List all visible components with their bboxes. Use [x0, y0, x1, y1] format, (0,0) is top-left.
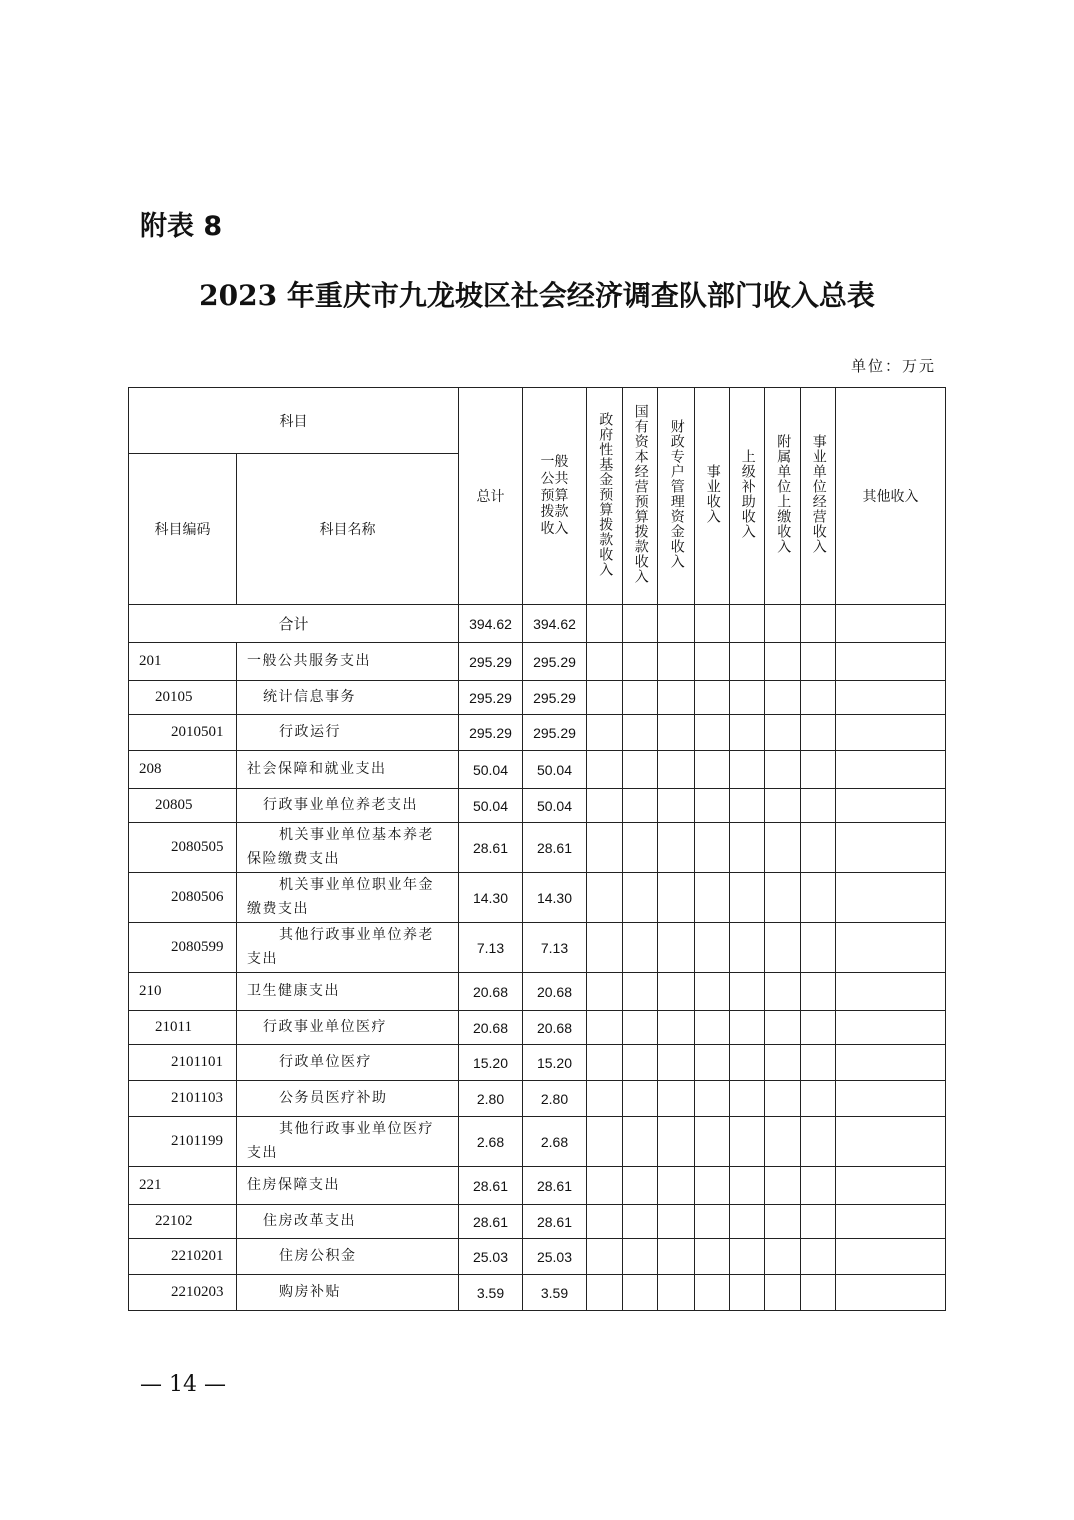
page-number: — 14 — — [140, 1372, 226, 1397]
row-general-budget: 295.29 — [523, 643, 587, 681]
empty-cell — [765, 715, 801, 751]
row-total: 14.30 — [459, 873, 523, 923]
empty-cell — [695, 1011, 730, 1045]
header-superior-subsidy-text: 上级补助收入 — [739, 449, 756, 539]
empty-cell — [695, 1117, 730, 1167]
row-total: 28.61 — [459, 1167, 523, 1205]
subject-name: 统计信息事务 — [237, 681, 459, 715]
subject-code: 2010501 — [129, 715, 237, 751]
empty-cell — [695, 873, 730, 923]
header-general-budget — [523, 388, 587, 605]
header-affiliated — [765, 388, 801, 605]
row-total: 295.29 — [459, 715, 523, 751]
empty-cell — [801, 643, 836, 681]
empty-cell — [801, 823, 836, 873]
row-total: 20.68 — [459, 1011, 523, 1045]
row-general-budget: 50.04 — [523, 751, 587, 789]
empty-cell — [801, 715, 836, 751]
empty-cell — [623, 1117, 658, 1167]
empty-cell — [658, 1205, 695, 1239]
empty-cell — [730, 1011, 765, 1045]
total-label: 合计 — [129, 605, 459, 643]
row-total: 28.61 — [459, 1205, 523, 1239]
row-general-budget: 295.29 — [523, 715, 587, 751]
header-state-capital-text: 国有资本经营预算拨款收入 — [632, 404, 649, 584]
subject-name: 购房补贴 — [237, 1275, 459, 1311]
table-row — [129, 1205, 946, 1239]
subject-name: 卫生健康支出 — [237, 973, 459, 1011]
empty-cell — [765, 1275, 801, 1311]
subject-name-line1: 机关事业单位基本养老 — [279, 826, 434, 843]
empty-cell — [587, 873, 623, 923]
empty-cell — [836, 973, 946, 1011]
row-total: 7.13 — [459, 923, 523, 973]
table-row — [129, 1117, 946, 1167]
row-general-budget: 295.29 — [523, 681, 587, 715]
empty-cell — [587, 1239, 623, 1275]
row-total: 295.29 — [459, 681, 523, 715]
total-row-general: 394.62 — [523, 605, 587, 643]
empty-cell — [836, 823, 946, 873]
subject-name: 行政事业单位医疗 — [237, 1011, 459, 1045]
subject-name-line2: 保险缴费支出 — [247, 850, 340, 867]
empty-cell — [623, 923, 658, 973]
header-gov-fund — [587, 388, 623, 605]
row-total: 50.04 — [459, 751, 523, 789]
empty-cell — [658, 751, 695, 789]
empty-cell — [836, 1045, 946, 1081]
header-code: 科目编码 — [129, 454, 237, 605]
empty-cell — [587, 1081, 623, 1117]
subject-code: 2210203 — [129, 1275, 237, 1311]
subject-code: 2210201 — [129, 1239, 237, 1275]
empty-cell — [836, 1011, 946, 1045]
empty-cell — [765, 1081, 801, 1117]
empty-cell — [730, 715, 765, 751]
subject-name — [237, 873, 459, 923]
empty-cell — [836, 1239, 946, 1275]
row-total: 295.29 — [459, 643, 523, 681]
empty-cell — [765, 1045, 801, 1081]
empty-cell — [658, 1045, 695, 1081]
header-affiliated-text: 附属单位上缴收入 — [775, 434, 792, 554]
empty-cell — [765, 1117, 801, 1167]
empty-cell — [658, 973, 695, 1011]
empty-cell — [765, 923, 801, 973]
empty-cell — [730, 873, 765, 923]
empty-cell — [623, 1167, 658, 1205]
header-operating-text: 事业单位经营收入 — [810, 434, 827, 554]
row-total: 25.03 — [459, 1239, 523, 1275]
row-general-budget: 2.68 — [523, 1117, 587, 1167]
empty-cell — [658, 1275, 695, 1311]
header-operating — [801, 388, 836, 605]
subject-code: 221 — [129, 1167, 237, 1205]
empty-cell — [695, 715, 730, 751]
empty-cell — [836, 751, 946, 789]
subject-name: 社会保障和就业支出 — [237, 751, 459, 789]
empty-cell — [587, 1117, 623, 1167]
header-name: 科目名称 — [237, 454, 459, 605]
subject-code: 208 — [129, 751, 237, 789]
empty-cell — [765, 789, 801, 823]
empty-cell — [695, 681, 730, 715]
row-total: 3.59 — [459, 1275, 523, 1311]
empty-cell — [836, 1117, 946, 1167]
subject-code: 2080599 — [129, 923, 237, 973]
empty-cell — [836, 681, 946, 715]
empty-cell — [623, 1011, 658, 1045]
empty-cell — [695, 1239, 730, 1275]
header-subject: 科目 — [129, 388, 459, 454]
row-general-budget: 15.20 — [523, 1045, 587, 1081]
empty-cell — [587, 643, 623, 681]
empty-cell — [587, 1275, 623, 1311]
empty-cell — [765, 873, 801, 923]
subject-code: 2101101 — [129, 1045, 237, 1081]
empty-cell — [801, 1239, 836, 1275]
empty-cell — [801, 789, 836, 823]
empty-cell — [730, 1239, 765, 1275]
empty-cell — [730, 973, 765, 1011]
empty-cell — [695, 1167, 730, 1205]
empty-cell — [587, 1167, 623, 1205]
empty-cell — [587, 923, 623, 973]
empty-cell — [623, 681, 658, 715]
header-fiscal-special — [658, 388, 695, 605]
empty-cell — [623, 1239, 658, 1275]
empty-cell — [658, 789, 695, 823]
header-state-capital — [623, 388, 658, 605]
empty-cell — [730, 1275, 765, 1311]
empty-cell — [658, 1011, 695, 1045]
subject-name-line2: 支出 — [247, 1144, 278, 1161]
empty-cell — [765, 1239, 801, 1275]
empty-cell — [658, 715, 695, 751]
page-title: 2023 年重庆市九龙坡区社会经济调查队部门收入总表 — [199, 279, 875, 312]
empty-cell — [801, 1205, 836, 1239]
empty-cell — [801, 751, 836, 789]
subject-name-line1: 其他行政事业单位养老 — [279, 926, 434, 943]
empty-cell — [587, 715, 623, 751]
empty-cell — [587, 1205, 623, 1239]
empty-cell — [801, 1045, 836, 1081]
empty-cell — [587, 789, 623, 823]
table-row — [129, 1011, 946, 1045]
table-row — [129, 873, 946, 923]
table-row — [129, 1045, 946, 1081]
table-row — [129, 681, 946, 715]
empty-cell — [801, 1167, 836, 1205]
row-general-budget: 2.80 — [523, 1081, 587, 1117]
row-total: 50.04 — [459, 789, 523, 823]
empty-cell — [801, 923, 836, 973]
attachment-label: 附表 8 — [140, 211, 223, 242]
income-summary-table — [128, 387, 946, 1311]
empty-cell — [730, 789, 765, 823]
subject-name: 行政运行 — [237, 715, 459, 751]
empty-cell — [801, 1275, 836, 1311]
empty-cell — [695, 751, 730, 789]
empty-cell — [730, 923, 765, 973]
empty-cell — [801, 973, 836, 1011]
empty-cell — [836, 643, 946, 681]
empty-cell — [695, 973, 730, 1011]
empty-cell — [730, 1117, 765, 1167]
subject-name-line2: 支出 — [247, 950, 278, 967]
header-fiscal-special-text: 财政专户管理资金收入 — [668, 419, 685, 569]
table-row — [129, 823, 946, 873]
empty-cell — [836, 923, 946, 973]
row-general-budget: 25.03 — [523, 1239, 587, 1275]
empty-cell — [765, 643, 801, 681]
subject-name-line2: 缴费支出 — [247, 900, 309, 917]
empty-cell — [623, 715, 658, 751]
table-row — [129, 1081, 946, 1117]
row-general-budget: 7.13 — [523, 923, 587, 973]
empty-cell — [587, 681, 623, 715]
empty-cell — [765, 1167, 801, 1205]
empty-cell — [695, 1275, 730, 1311]
header-general-budget-text: 一般 公共 预算 拨款 收入 — [540, 454, 569, 538]
empty-cell — [623, 873, 658, 923]
empty-cell — [695, 789, 730, 823]
empty-cell — [658, 873, 695, 923]
row-general-budget: 50.04 — [523, 789, 587, 823]
row-general-budget: 28.61 — [523, 1205, 587, 1239]
empty-cell — [765, 751, 801, 789]
subject-code: 2080505 — [129, 823, 237, 873]
subject-name-line1: 其他行政事业单位医疗 — [279, 1120, 434, 1137]
empty-cell — [587, 751, 623, 789]
empty-cell — [587, 1045, 623, 1081]
empty-cell — [765, 1205, 801, 1239]
empty-cell — [658, 1117, 695, 1167]
header-total: 总计 — [459, 388, 523, 605]
empty-cell — [587, 823, 623, 873]
table-row — [129, 789, 946, 823]
table-row — [129, 751, 946, 789]
table-row — [129, 1275, 946, 1311]
row-total: 20.68 — [459, 973, 523, 1011]
empty-cell — [695, 823, 730, 873]
header-business-income-text: 事业收入 — [704, 464, 721, 524]
empty-cell — [730, 823, 765, 873]
empty-cell — [801, 1011, 836, 1045]
empty-cell — [695, 1081, 730, 1117]
empty-cell — [695, 1045, 730, 1081]
empty-cell — [836, 873, 946, 923]
empty-cell — [623, 1275, 658, 1311]
subject-code: 20105 — [129, 681, 237, 715]
empty-cell — [658, 1081, 695, 1117]
empty-cell — [623, 1045, 658, 1081]
empty-cell — [658, 681, 695, 715]
empty-cell — [836, 715, 946, 751]
total-row-total: 394.62 — [459, 605, 523, 643]
empty-cell — [623, 751, 658, 789]
empty-cell — [730, 1081, 765, 1117]
subject-name: 一般公共服务支出 — [237, 643, 459, 681]
empty-cell — [623, 973, 658, 1011]
empty-cell — [658, 1167, 695, 1205]
empty-cell — [801, 873, 836, 923]
subject-name — [237, 923, 459, 973]
row-general-budget: 3.59 — [523, 1275, 587, 1311]
row-total: 15.20 — [459, 1045, 523, 1081]
empty-cell — [836, 1205, 946, 1239]
row-general-budget: 28.61 — [523, 823, 587, 873]
subject-code: 20805 — [129, 789, 237, 823]
header-gov-fund-text: 政府性基金预算拨款收入 — [597, 411, 614, 577]
table-body — [129, 643, 946, 1311]
subject-name: 住房公积金 — [237, 1239, 459, 1275]
empty-cell — [658, 643, 695, 681]
empty-cell — [836, 1275, 946, 1311]
subject-code: 201 — [129, 643, 237, 681]
total-row — [129, 605, 946, 643]
empty-cell — [836, 1167, 946, 1205]
row-general-budget: 14.30 — [523, 873, 587, 923]
empty-cell — [730, 1045, 765, 1081]
empty-cell — [695, 643, 730, 681]
subject-code: 2080506 — [129, 873, 237, 923]
subject-name — [237, 823, 459, 873]
row-total: 2.68 — [459, 1117, 523, 1167]
row-total: 28.61 — [459, 823, 523, 873]
subject-code: 22102 — [129, 1205, 237, 1239]
empty-cell — [623, 1081, 658, 1117]
table-row — [129, 973, 946, 1011]
empty-cell — [587, 1011, 623, 1045]
header-other: 其他收入 — [836, 388, 946, 605]
empty-cell — [801, 1081, 836, 1117]
empty-cell — [730, 751, 765, 789]
empty-cell — [765, 823, 801, 873]
subject-name: 公务员医疗补助 — [237, 1081, 459, 1117]
empty-cell — [730, 1167, 765, 1205]
subject-name — [237, 1117, 459, 1167]
subject-code: 2101199 — [129, 1117, 237, 1167]
table-row — [129, 715, 946, 751]
empty-cell — [801, 1117, 836, 1167]
subject-code: 210 — [129, 973, 237, 1011]
empty-cell — [658, 1239, 695, 1275]
subject-code: 2101103 — [129, 1081, 237, 1117]
unit-label: 单位：万元 — [850, 357, 936, 375]
header-business-income — [695, 388, 730, 605]
empty-cell — [623, 789, 658, 823]
empty-cell — [765, 681, 801, 715]
empty-cell — [730, 681, 765, 715]
table-row — [129, 643, 946, 681]
empty-cell — [836, 1081, 946, 1117]
empty-cell — [730, 643, 765, 681]
empty-cell — [658, 823, 695, 873]
empty-cell — [587, 973, 623, 1011]
empty-cell — [623, 823, 658, 873]
empty-cell — [836, 789, 946, 823]
header-superior-subsidy — [730, 388, 765, 605]
table-row — [129, 923, 946, 973]
table-row — [129, 1239, 946, 1275]
empty-cell — [730, 1205, 765, 1239]
subject-code: 21011 — [129, 1011, 237, 1045]
row-general-budget: 28.61 — [523, 1167, 587, 1205]
empty-cell — [695, 1205, 730, 1239]
subject-name: 住房改革支出 — [237, 1205, 459, 1239]
empty-cell — [623, 1205, 658, 1239]
empty-cell — [801, 681, 836, 715]
row-general-budget: 20.68 — [523, 1011, 587, 1045]
table-row — [129, 1167, 946, 1205]
subject-name: 住房保障支出 — [237, 1167, 459, 1205]
empty-cell — [765, 1011, 801, 1045]
row-total: 2.80 — [459, 1081, 523, 1117]
empty-cell — [658, 923, 695, 973]
empty-cell — [623, 643, 658, 681]
subject-name: 行政事业单位养老支出 — [237, 789, 459, 823]
subject-name-line1: 机关事业单位职业年金 — [279, 876, 434, 893]
subject-name: 行政单位医疗 — [237, 1045, 459, 1081]
empty-cell — [695, 923, 730, 973]
empty-cell — [765, 973, 801, 1011]
row-general-budget: 20.68 — [523, 973, 587, 1011]
